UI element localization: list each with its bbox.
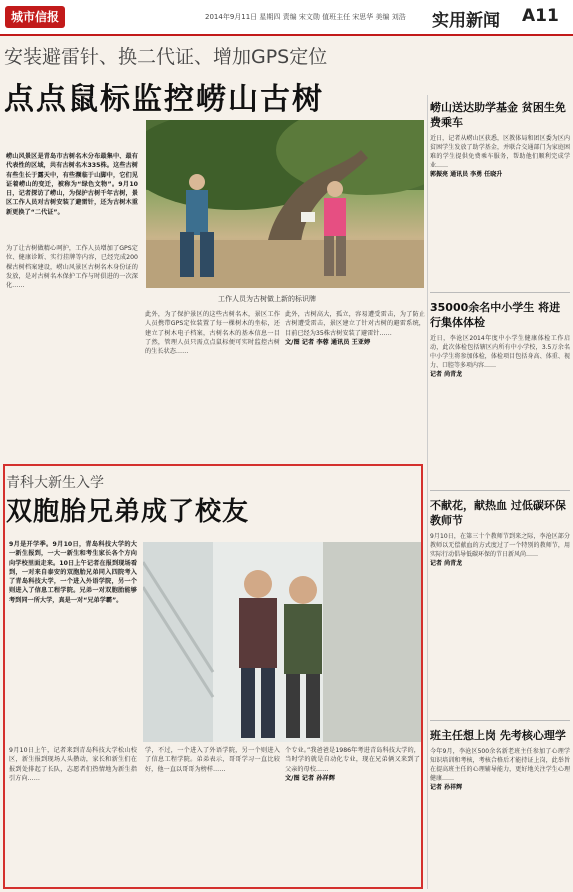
story2-body-col1: 9月10日上午，记者来到青岛科技大学松山校区，新生报到现场人头攒动，家长和新生们在报到处排起了长队，志愿者们热情地为新生指引方向…… xyxy=(9,747,137,782)
lead-kicker: 安装避雷针、换二代证、增加GPS定位 xyxy=(4,46,328,68)
page-number: A11 xyxy=(522,6,559,26)
newspaper-logo: 城市信报 xyxy=(5,6,65,28)
sidebar-headline: 35000余名中小学生 将进行集体体检 xyxy=(430,301,561,329)
sidebar-body xyxy=(430,334,570,464)
lead-body-col1: 为了让古树做精心呵护，工作人员增加了GPS定位、健康诊断、实行挂牌等内容，已经完成200棵古树档案建设，崂山风景区古树名木身份证的发放，是对古树名木保护工作与时俱进的一次深化…… xyxy=(6,245,138,290)
sidebar-divider xyxy=(430,720,570,721)
column-divider xyxy=(427,95,428,889)
lead-body-col3 xyxy=(285,310,425,445)
lead-body-col2: 此外，为了保护景区的这些古树名木，景区工作人员携带GPS定位装置了每一棵树木的坐标，还建立了树木电子档案，古树名木的基本信息一目了然，管理人员只需点点鼠标便可实时监控古树的生长状态…… xyxy=(145,311,280,356)
story2-headline: 双胞胎兄弟成了校友 xyxy=(6,497,250,527)
twins-photo xyxy=(143,542,421,742)
sidebar-byline: 记者 尚青龙 xyxy=(430,371,463,378)
section-title: 实用新闻 xyxy=(432,11,500,31)
sidebar-text: 今年9月，李沧区500余名新老班主任参加了心理学知识培训和考核，考核合格后才能持证上岗，此举旨在提高班主任的心理辅导能力，更好地关注学生心理健康…… xyxy=(430,748,570,782)
sidebar-text: 近日，李沧区2014年度中小学生健康体检工作启动，此次体检包括辖区内所有中小学校，3.5万余名中小学生将参加体检，体检项目包括身高、体重、视力、口腔等多项内容…… xyxy=(430,335,570,369)
story2-body-col3 xyxy=(285,746,420,884)
sidebar-body xyxy=(430,532,570,702)
story2-kicker: 青科大新生入学 xyxy=(6,475,104,491)
tree-photo xyxy=(146,120,424,288)
sidebar-item-3 xyxy=(430,498,570,702)
sidebar-byline: 记者 孙祥辉 xyxy=(430,784,463,791)
masthead xyxy=(0,0,573,36)
sidebar-text: 近日，记者从崂山区获悉，区教体局和团区委为区内贫困学生发放了助学基金，并联合交通部门为家庭困难的学生提供免费乘车服务，帮助他们顺利完成学业…… xyxy=(430,135,570,169)
story2-intro: 9月是开学季。9月10日，青岛科技大学的大一新生报到，一大一新生和考生家长各个方向向学校里面走来。10日上午记者在报到现场看到，一对来自泰安的双胞胎兄弟同入四院考入了青岛科技大学，一个进入外语学院，另一个则进入了信息工程学院。兄弟一对双胞胎能够考到同一所大学，真是一对“兄弟学霸”。 xyxy=(9,541,137,604)
lead-body-col3-text: 此外，古树高大，孤立，容易遭受雷击，为了防止古树遭受雷击，景区建立了针对古树的避雷系统，目前已经为35株古树安装了避雷针…… xyxy=(285,311,425,337)
photo-caption: 工作人员为古树做上新的标识牌 xyxy=(218,295,316,303)
sidebar-headline: 崂山送达助学基金 贫困生免费乘车 xyxy=(430,101,566,129)
sidebar-text: 9月10日，在第三十个教师节到来之际，李沧区部分教师以无偿献血的方式度过了一个特别的教师节，用实际行动倡导低碳环保的节日新风尚…… xyxy=(430,533,570,558)
sidebar-item-1 xyxy=(430,100,570,284)
sidebar-item-4 xyxy=(430,728,570,867)
lead-headline: 点点鼠标监控崂山古树 xyxy=(4,82,324,117)
lead-byline: 文/图 记者 李蓉 通讯员 王亚婷 xyxy=(285,338,371,346)
sidebar-headline: 班主任想上岗 先考核心理学 xyxy=(430,729,566,742)
story2-body-col2: 学，不过，一个进入了外语学院，另一个则进入了信息工程学院。弟弟表示，哥哥学习一直比较好，他一直以哥哥为榜样…… xyxy=(145,747,280,773)
sidebar-body xyxy=(430,134,570,284)
story2-body-col3-text: 个专业。”我爸爸是1986年考进青岛科技大学的，当时学的就是自动化专业，现在兄弟俩又来到了父亲的母校…… xyxy=(285,747,420,773)
lead-intro: 崂山风景区是青岛市古树名木分布最集中、最有代表性的区域，共有古树名木335株。这些古树有些生长于露天中，有些濒临于山脚中，它们见证着崂山的变迁，被称为“绿色文物”。9月10日，记者探访了崂山，为保护古树千年古树，景区工作人员对古树安装了避雷针，还为古树木重新更换了“二代证”。 xyxy=(6,153,138,216)
sidebar-byline: 郭振亮 通讯员 李勇 任晓升 xyxy=(430,171,503,178)
sidebar-headline: 不献花，献热血 过低碳环保教师节 xyxy=(430,499,566,527)
dateline: 2014年9月11日 星期四 责编 宋文勋 值班主任 宋思华 美编 刘浩 xyxy=(205,13,406,21)
sidebar-byline: 记者 尚青龙 xyxy=(430,560,463,567)
sidebar-body xyxy=(430,747,570,867)
sidebar-item-2 xyxy=(430,300,570,464)
story2-byline: 文/图 记者 孙祥辉 xyxy=(285,774,335,782)
sidebar-divider xyxy=(430,490,570,491)
sidebar-divider xyxy=(430,292,570,293)
